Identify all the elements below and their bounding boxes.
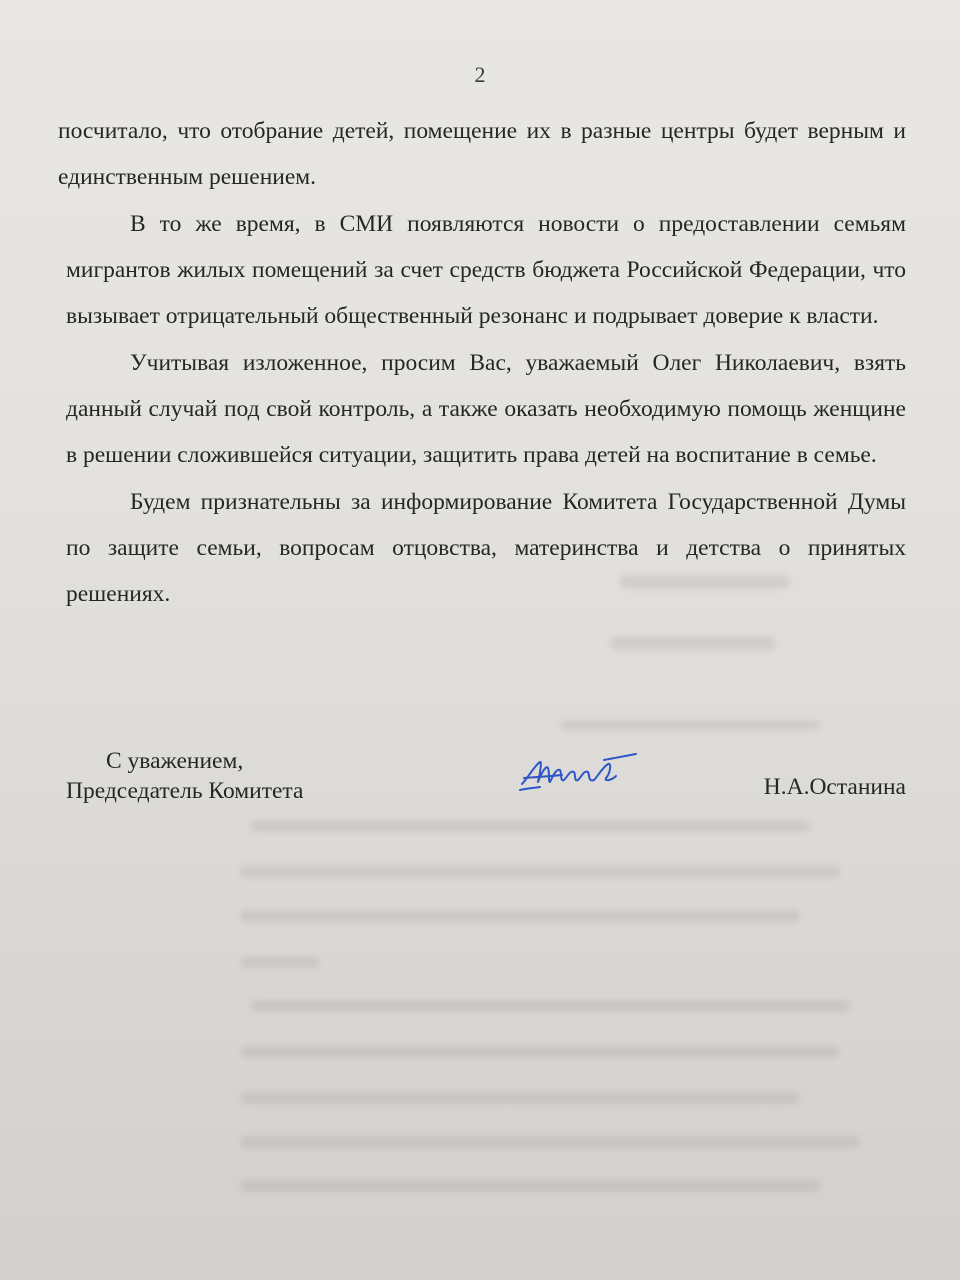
paragraph-4: Будем признательны за информирование Комитета Государственной Думы по защите семьи, вопросам отцовства, материнства и детства о принятых решениях. — [66, 489, 906, 607]
signer-position: Председатель Комитета — [66, 778, 304, 804]
paragraph-2: В то же время, в СМИ появляются новости о предоставлении семьям мигрантов жилых помещений за счет средств бюджета Российской Федерации, что вызывает отрицательный общественный резонанс и подрывает доверие к власти. — [66, 211, 906, 329]
closing-regards: С уважением, — [106, 748, 244, 774]
signer-name: Н.А.Останина — [763, 774, 906, 800]
page-number: 2 — [474, 62, 486, 87]
paragraph-3: Учитывая изложенное, просим Вас, уважаемый Олег Николаевич, взять данный случай под свой контроль, а также оказать необходимую помощь женщине в решении сложившейся ситуации, защитить права детей на воспитание в семье. — [66, 350, 906, 468]
closing-block — [66, 746, 303, 806]
handwritten-signature — [518, 748, 648, 798]
paragraph-1: посчитало, что отобрание детей, помещение их в разные центры будет верным и единственным решением. — [58, 118, 906, 190]
letter-body — [58, 108, 906, 617]
